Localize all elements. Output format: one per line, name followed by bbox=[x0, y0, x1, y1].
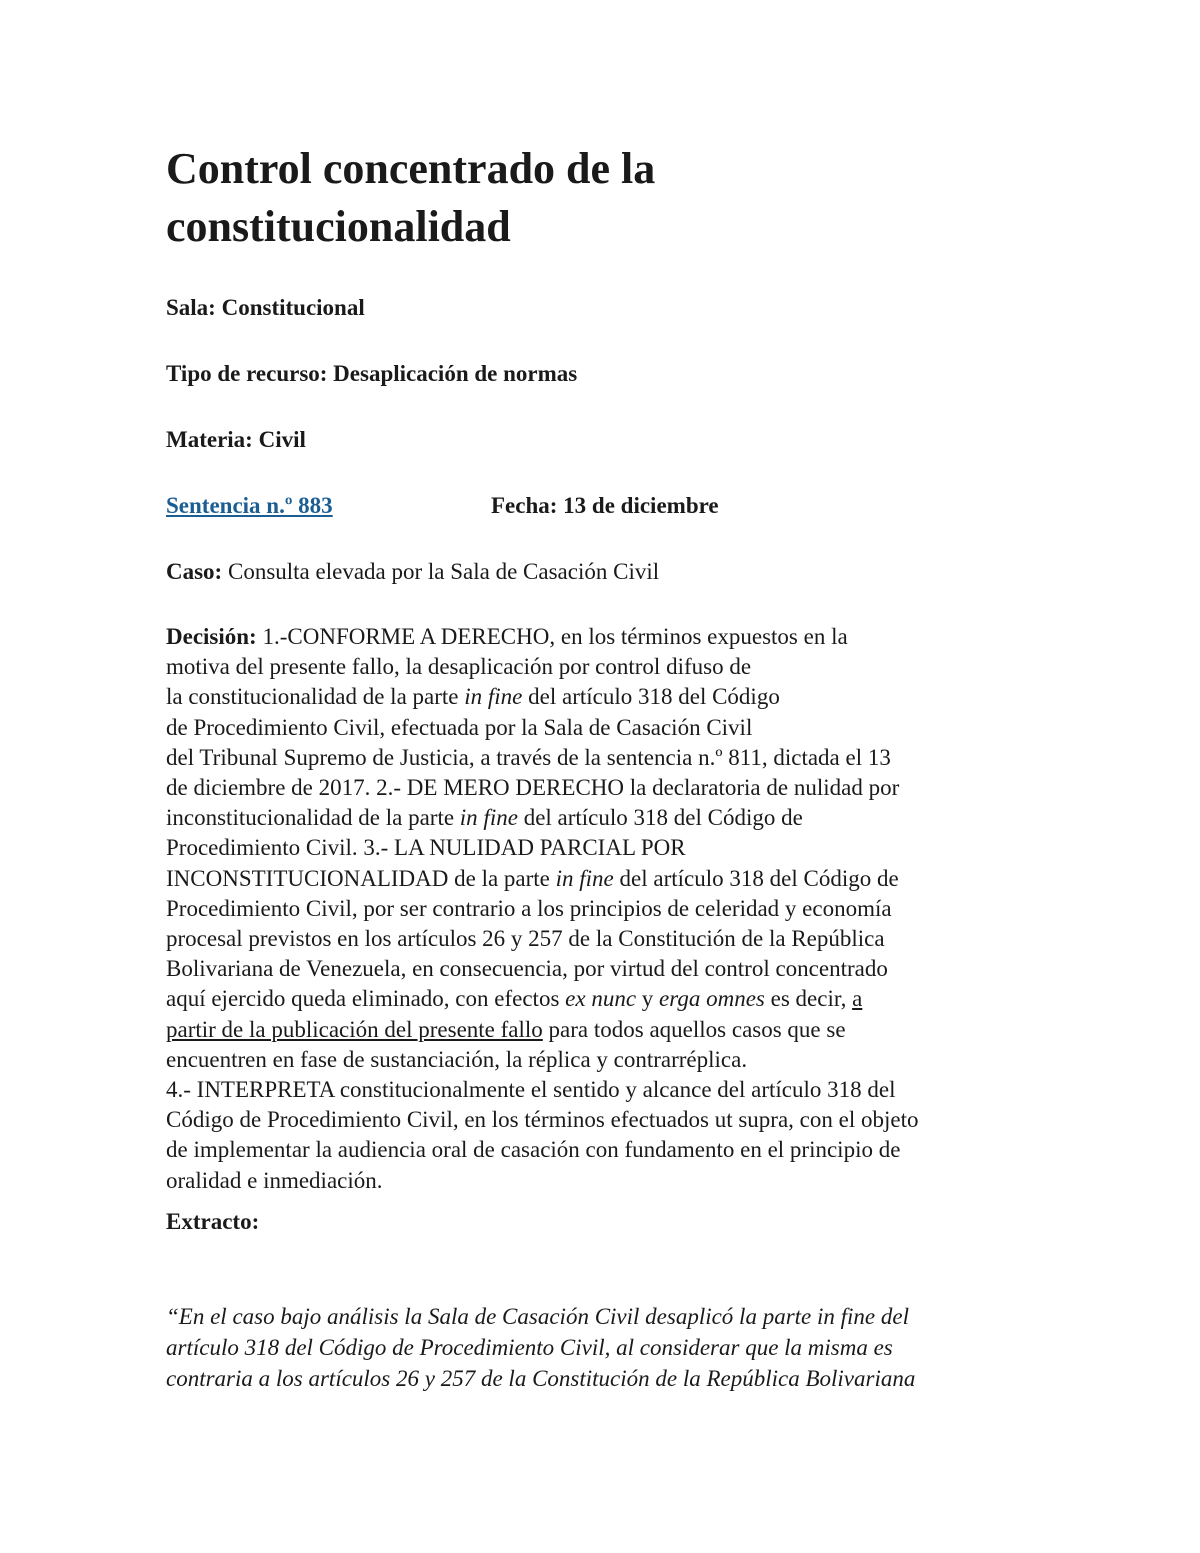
quote-line: artículo 318 del Código de Procedimiento Civil, al considerar que la misma es bbox=[166, 1335, 893, 1360]
decision-line: INCONSTITUCIONALIDAD de la parte in fine del artículo 318 del Código de bbox=[166, 865, 899, 891]
extracto-quote bbox=[166, 1301, 915, 1394]
decision-label: Decisión: bbox=[166, 624, 257, 649]
in-fine-term: in fine bbox=[459, 805, 518, 831]
sentencia-link[interactable]: Sentencia n.º 883 bbox=[166, 493, 333, 518]
decision-line: 4.- INTERPRETA constitucionalmente el sentido y alcance del artículo 318 del bbox=[166, 1077, 896, 1103]
decision-line: partir de la publicación del presente fallo para todos aquellos casos que se bbox=[166, 1016, 846, 1042]
caso-label: Caso: bbox=[166, 559, 223, 584]
page-title bbox=[166, 140, 1066, 256]
erga-omnes-term: erga omnes bbox=[659, 986, 765, 1012]
decision-line: de implementar la audiencia oral de casación con fundamento en el principio de bbox=[166, 1137, 901, 1163]
decision-line: de Procedimiento Civil, efectuada por la Sala de Casación Civil bbox=[166, 714, 753, 740]
decision-line: la constitucionalidad de la parte in fine del artículo 318 del Código bbox=[166, 684, 780, 710]
title-line-2: constitucionalidad bbox=[166, 202, 511, 251]
caso-text: Consulta elevada por la Sala de Casación Civil bbox=[227, 559, 660, 584]
in-fine-term: in fine bbox=[464, 684, 523, 710]
quote-line: contraria a los artículos 26 y 257 de la Constitución de la República Bolivariana bbox=[166, 1366, 916, 1391]
materia-label: Materia: Civil bbox=[166, 427, 306, 452]
decision-line: Procedimiento Civil, por ser contrario a los principios de celeridad y economía bbox=[166, 895, 892, 921]
sala-label: Sala: Constitucional bbox=[166, 295, 365, 320]
fecha-label: Fecha: 13 de diciembre bbox=[491, 493, 719, 518]
underlined-phrase: partir de la publicación del presente fallo bbox=[166, 1016, 543, 1042]
decision-line: motiva del presente fallo, la desaplicación por control difuso de bbox=[166, 654, 752, 680]
decision-line: Decisión: 1.-CONFORME A DERECHO, en los términos expuestos en la bbox=[166, 624, 848, 649]
in-fine-term: in fine bbox=[555, 865, 614, 891]
underlined-phrase-start: a bbox=[852, 986, 863, 1012]
decision-line: del Tribunal Supremo de Justicia, a través de la sentencia n.º 811, dictada el 13 bbox=[166, 744, 891, 770]
quote-line: “En el caso bajo análisis la Sala de Casación Civil desaplicó la parte in fine del bbox=[166, 1304, 909, 1329]
decision-line: aquí ejercido queda eliminado, con efectos ex nunc y erga omnes es decir, a bbox=[166, 986, 863, 1012]
caso-paragraph bbox=[166, 557, 659, 587]
decision-line: encuentren en fase de sustanciación, la réplica y contrarréplica. bbox=[166, 1046, 748, 1072]
title-line-1: Control concentrado de la bbox=[166, 144, 656, 193]
decision-line: procesal previstos en los artículos 26 y 257 de la Constitución de la República bbox=[166, 926, 885, 952]
extracto-label: Extracto: bbox=[166, 1209, 260, 1234]
ex-nunc-term: ex nunc bbox=[565, 986, 637, 1012]
decision-line: Bolivariana de Venezuela, en consecuencia, por virtud del control concentrado bbox=[166, 956, 888, 982]
decision-line: inconstitucionalidad de la parte in fine del artículo 318 del Código de bbox=[166, 805, 803, 831]
tipo-recurso-label: Tipo de recurso: Desaplicación de normas bbox=[166, 361, 578, 386]
decision-line: de diciembre de 2017. 2.- DE MERO DERECHO la declaratoria de nulidad por bbox=[166, 775, 900, 801]
decision-line: oralidad e inmediación. bbox=[166, 1167, 383, 1193]
decision-line: Código de Procedimiento Civil, en los términos efectuados ut supra, con el objeto bbox=[166, 1107, 919, 1133]
decision-paragraph bbox=[166, 622, 1046, 1196]
decision-line: Procedimiento Civil. 3.- LA NULIDAD PARCIAL POR bbox=[166, 835, 686, 861]
